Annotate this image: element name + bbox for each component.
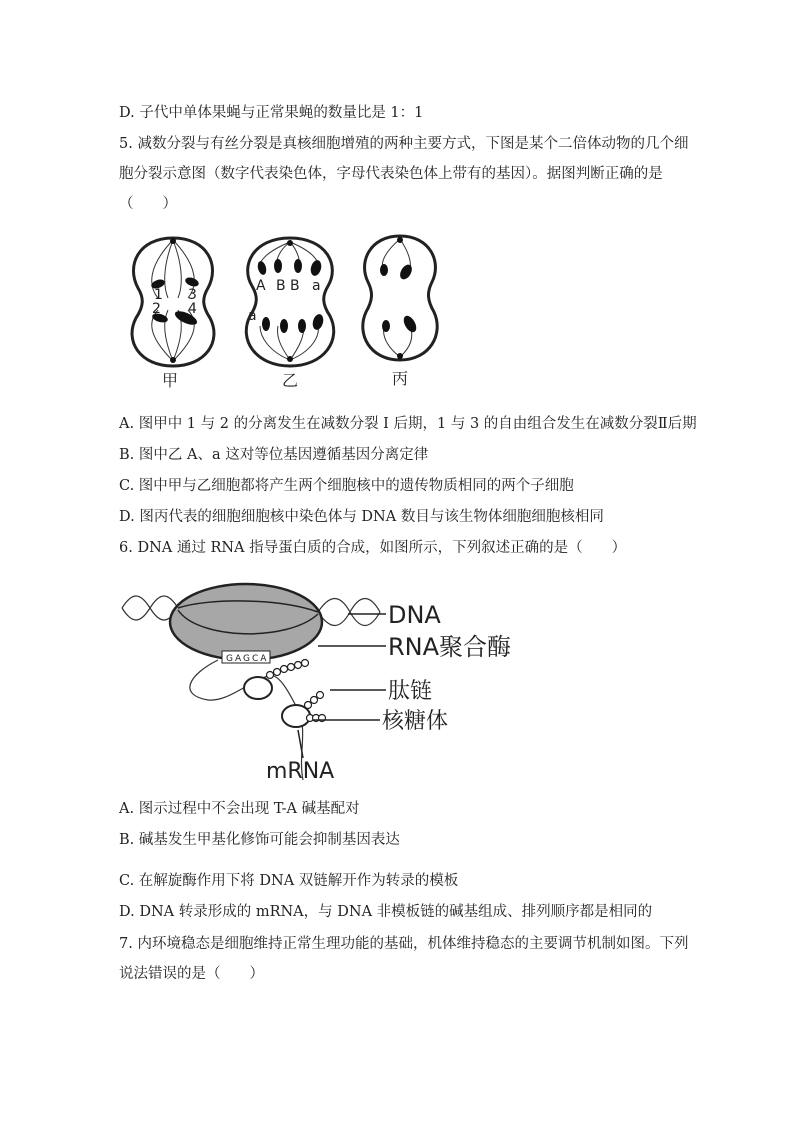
q6-option-a: A. 图示过程中不会出现 T-A 碱基配对 (119, 801, 360, 817)
label-dna: DNA (388, 601, 441, 629)
jia-chromosome-2: 2 (152, 301, 161, 317)
yi-gene-A: A (256, 278, 266, 294)
cell-label-jia: 甲 (162, 371, 179, 390)
q4-option-d: D. 子代中单体果蝇与正常果蝇的数量比是 1：1 (119, 105, 424, 121)
q7-stem-line2: 说法错误的是（ ） (119, 966, 264, 982)
base-sequence: GAGCA (226, 654, 269, 664)
cell-jia (132, 238, 214, 390)
q5-option-d: D. 图丙代表的细胞细胞核中染色体与 DNA 数目与该生物体细胞细胞核相同 (119, 509, 604, 525)
q5-stem-line1: 5. 减数分裂与有丝分裂是真核细胞增殖的两种主要方式，下图是某个二倍体动物的几个细 (119, 136, 689, 152)
cell-yi (246, 238, 333, 390)
jia-chromosome-4: 4 (188, 301, 197, 317)
cell-division-figure (118, 226, 458, 396)
label-rna-polymerase: RNA聚合酶 (388, 633, 512, 661)
q5-option-a: A. 图甲中 1 与 2 的分离发生在减数分裂 I 后期，1 与 3 的自由组合发生在减数分裂Ⅱ后期 (119, 416, 697, 432)
ribosome-1 (244, 677, 272, 699)
q6-stem: 6. DNA 通过 RNA 指导蛋白质的合成，如图所示，下列叙述正确的是（ ） (119, 540, 627, 556)
yi-gene-a-top: a (312, 278, 321, 294)
label-peptide: 肽链 (388, 679, 433, 704)
label-mrna: mRNA (266, 759, 335, 784)
q5-blank: （ ） (119, 196, 177, 212)
q7-stem-line1: 7. 内环境稳态是细胞维持正常生理功能的基础，机体维持稳态的主要调节机制如图。下列 (119, 936, 689, 952)
yi-gene-B2: B (290, 278, 300, 294)
q6-option-c: C. 在解旋酶作用下将 DNA 双链解开作为转录的模板 (119, 873, 459, 889)
yi-gene-B1: B (276, 278, 286, 294)
cell-bing (363, 236, 437, 388)
q6-option-d: D. DNA 转录形成的 mRNA，与 DNA 非模板链的碱基组成、排列顺序都是相同的 (119, 904, 653, 920)
cell-label-bing: 丙 (392, 369, 409, 388)
transcription-figure (118, 580, 528, 785)
jia-chromosome-3: 3 (188, 287, 197, 303)
jia-chromosome-1: 1 (154, 287, 163, 303)
q5-stem-line2: 胞分裂示意图（数字代表染色体，字母代表染色体上带有的基因）。据图判断正确的是 (119, 166, 663, 182)
q5-option-c: C. 图中甲与乙细胞都将产生两个细胞核中的遗传物质相同的两个子细胞 (119, 478, 574, 494)
cell-label-yi: 乙 (282, 371, 299, 390)
label-ribosome: 核糖体 (382, 709, 449, 734)
q6-option-b: B. 碱基发生甲基化修饰可能会抑制基因表达 (119, 832, 400, 848)
yi-gene-a-bottom: a (248, 308, 257, 324)
q5-option-b: B. 图中乙 A、a 这对等位基因遵循基因分离定律 (119, 447, 429, 463)
